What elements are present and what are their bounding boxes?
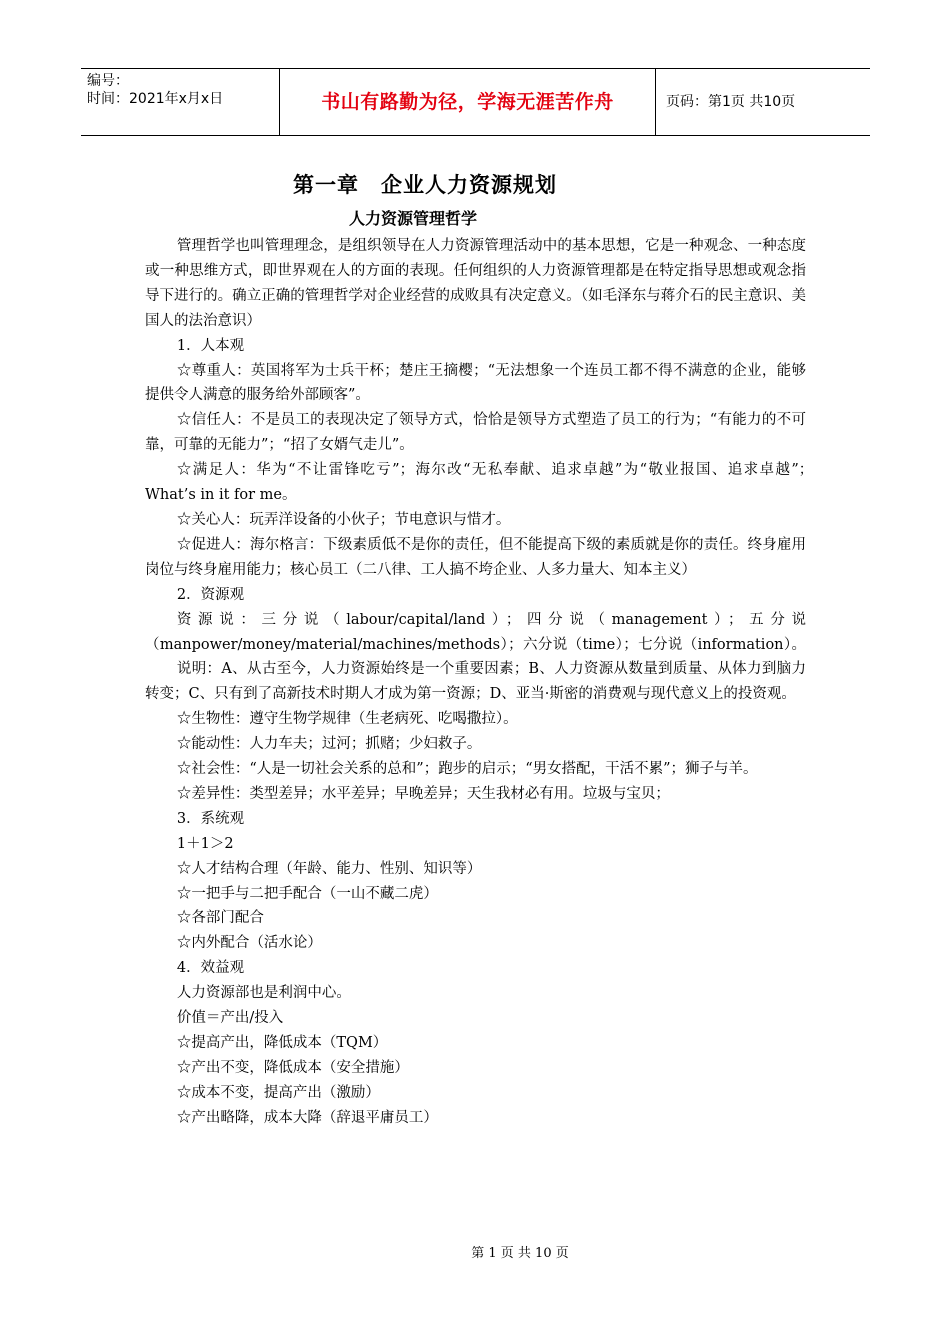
- paragraph-care: ☆关心人：玩弄洋设备的小伙子；节电意识与惜才。: [176, 511, 511, 528]
- page-footer: 第 1 页 共 10 页: [471, 1246, 569, 1261]
- paragraph-resource-theories: 资源说：三分说（labour/capital/land）；四分说（management）；五分说（manpower/money/material/machines/methods）；六分说（time）；七分说（information）。: [145, 611, 806, 653]
- document-body: [145, 234, 821, 1131]
- heading-system-view: 3．系统观: [176, 810, 245, 827]
- paragraph-explanation: 说明：A、从古至今，人力资源始终是一个重要因素；B、人力资源从数量到质量、从体力到脑力转变；C、只有到了高新技术时期人才成为第一资源；D、亚当·斯密的消费观与现代意义上的投资观。: [145, 661, 806, 703]
- section-title: 人力资源管理哲学: [348, 209, 477, 228]
- paragraph-social: ☆社会性：“人是一切社会关系的总和”；跑步的启示；“男女搭配，干活不累”；狮子与羊。: [176, 761, 758, 778]
- header-motto: 书山有路勤为径，学海无涯苦作舟: [280, 69, 656, 135]
- paragraph-same-output: ☆产出不变，降低成本（安全措施）: [176, 1059, 409, 1076]
- heading-benefit-view: 4．效益观: [176, 960, 245, 977]
- heading-resource-view: 2．资源观: [176, 586, 245, 603]
- paragraph-raise-output: ☆提高产出，降低成本（TQM）: [176, 1035, 388, 1051]
- paragraph-promote: ☆促进人：海尔格言：下级素质低不是你的责任，但不能提高下级的素质就是你的责任。终身雇用岗位与终身雇用能力；核心员工（二八律、工人搞不垮企业、人多力量大、知本主义）: [145, 536, 806, 578]
- paragraph-department-cooperation: ☆各部门配合: [176, 910, 264, 927]
- header-page-info: 页码：第1页 共10页: [666, 94, 796, 110]
- paragraph-initiative: ☆能动性：人力车夫；过河；抓赌；少妇救子。: [176, 736, 482, 753]
- paragraph-leader-cooperation: ☆一把手与二把手配合（一山不藏二虎）: [176, 885, 438, 902]
- paragraph-profit-center: 人力资源部也是利润中心。: [176, 985, 351, 1002]
- intro-paragraph: 管理哲学也叫管理理念，是组织领导在人力资源管理活动中的基本思想，它是一种观念、一种态度或一种思维方式，即世界观在人的方面的表现。任何组织的人力资源管理都是在特定指导思想或观念指导下进行的。确立正确的管理哲学对企业经营的成败具有决定意义。（如毛泽东与蒋介石的民主意识、美国人的法治意识）: [145, 238, 806, 329]
- page-header: [81, 68, 870, 136]
- header-meta-cell: [81, 69, 280, 135]
- heading-people-view: 1．人本观: [176, 337, 245, 354]
- paragraph-biological: ☆生物性：遵守生物学规律（生老病死、吃喝撒拉）。: [176, 711, 518, 728]
- paragraph-trust: ☆信任人：不是员工的表现决定了领导方式，恰恰是领导方式塑造了员工的行为；“有能力的不可靠，可靠的无能力”；“招了女婿气走儿”。: [145, 412, 806, 454]
- paragraph-talent-structure: ☆人才结构合理（年龄、能力、性别、知识等）: [176, 860, 482, 877]
- paragraph-internal-external: ☆内外配合（活水论）: [176, 935, 322, 952]
- chapter-title: 第一章 企业人力资源规划: [293, 173, 557, 197]
- paragraph-cost-cut: ☆产出略降，成本大降（辞退平庸员工）: [176, 1109, 438, 1126]
- paragraph-value-formula: 价值＝产出/投入: [176, 1010, 284, 1027]
- paragraph-satisfy: ☆满足人：华为“不让雷锋吃亏”；海尔改“无私奉献、追求卓越”为“敬业报国、追求卓越”； What’s in it for me。: [145, 462, 821, 504]
- paragraph-difference: ☆差异性：类型差异；水平差异；早晚差异；天生我材必有用。垃圾与宝贝；: [176, 785, 670, 802]
- paragraph-respect: ☆尊重人：英国将军为士兵干杯；楚庄王摘樱；“无法想象一个连员工都不得不满意的企业，能够提供令人满意的服务给外部顾客”。: [145, 362, 806, 404]
- doc-number-label: 编号：: [87, 73, 129, 89]
- paragraph-synergy: 1＋1＞2: [176, 835, 234, 852]
- time-label: 时间：2021年x月x日: [87, 91, 224, 107]
- paragraph-same-cost: ☆成本不变，提高产出（激励）: [176, 1084, 380, 1101]
